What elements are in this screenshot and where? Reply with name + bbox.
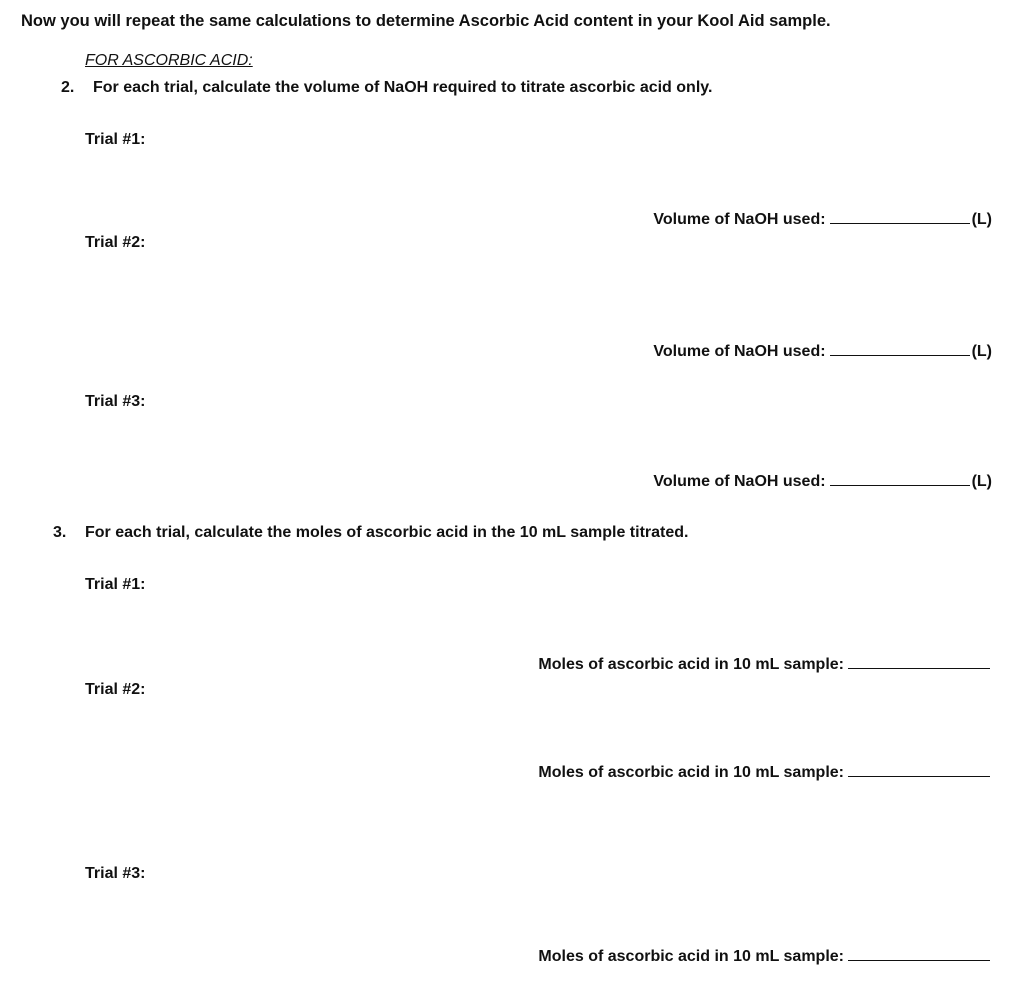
q2-trial-2-answer — [653, 341, 992, 362]
q2-trial-3-answer — [653, 471, 992, 492]
q2-trial-2-unit: (L) — [971, 343, 992, 360]
q3-trial-2-label: Trial #2: — [85, 681, 146, 698]
q3-trial-1-answer — [538, 654, 992, 675]
question-3 — [53, 523, 688, 543]
q3-trial-1-label: Trial #1: — [85, 576, 146, 593]
q2-trial-2-label: Trial #2: — [85, 234, 146, 251]
q2-trial-3-answer-blank[interactable] — [830, 471, 970, 486]
section-heading: FOR ASCORBIC ACID: — [85, 52, 253, 69]
q3-trial-2-answer-label: Moles of ascorbic acid in 10 mL sample: — [538, 764, 844, 781]
q3-trial-1-answer-blank[interactable] — [848, 654, 990, 669]
q2-trial-1-answer-blank[interactable] — [830, 209, 970, 224]
q3-trial-3-answer — [538, 946, 992, 967]
q2-trial-3-unit: (L) — [971, 473, 992, 490]
q2-trial-1-answer-label: Volume of NaOH used: — [653, 211, 826, 228]
q2-trial-2-answer-blank[interactable] — [830, 341, 970, 356]
q3-trial-1-answer-label: Moles of ascorbic acid in 10 mL sample: — [538, 656, 844, 673]
q2-trial-1-unit: (L) — [971, 211, 992, 228]
q3-trial-3-answer-blank[interactable] — [848, 946, 990, 961]
q3-trial-2-answer-blank[interactable] — [848, 762, 990, 777]
q2-trial-2-answer-label: Volume of NaOH used: — [653, 343, 826, 360]
q3-trial-3-answer-label: Moles of ascorbic acid in 10 mL sample: — [538, 948, 844, 965]
question-3-number: 3. — [53, 524, 67, 541]
q3-trial-3-label: Trial #3: — [85, 865, 146, 882]
q2-trial-3-answer-label: Volume of NaOH used: — [653, 473, 826, 490]
intro-text: Now you will repeat the same calculations to determine Ascorbic Acid content in your Kool Aid sample. — [21, 12, 831, 30]
q2-trial-1-answer — [653, 209, 992, 230]
q2-trial-1-label: Trial #1: — [85, 131, 146, 148]
question-3-text: For each trial, calculate the moles of ascorbic acid in the 10 mL sample titrated. — [85, 524, 689, 541]
q2-trial-3-label: Trial #3: — [85, 393, 146, 410]
question-2-text: For each trial, calculate the volume of NaOH required to titrate ascorbic acid only. — [93, 79, 713, 96]
question-2 — [61, 78, 712, 98]
question-2-number: 2. — [61, 79, 75, 96]
q3-trial-2-answer — [538, 762, 992, 783]
